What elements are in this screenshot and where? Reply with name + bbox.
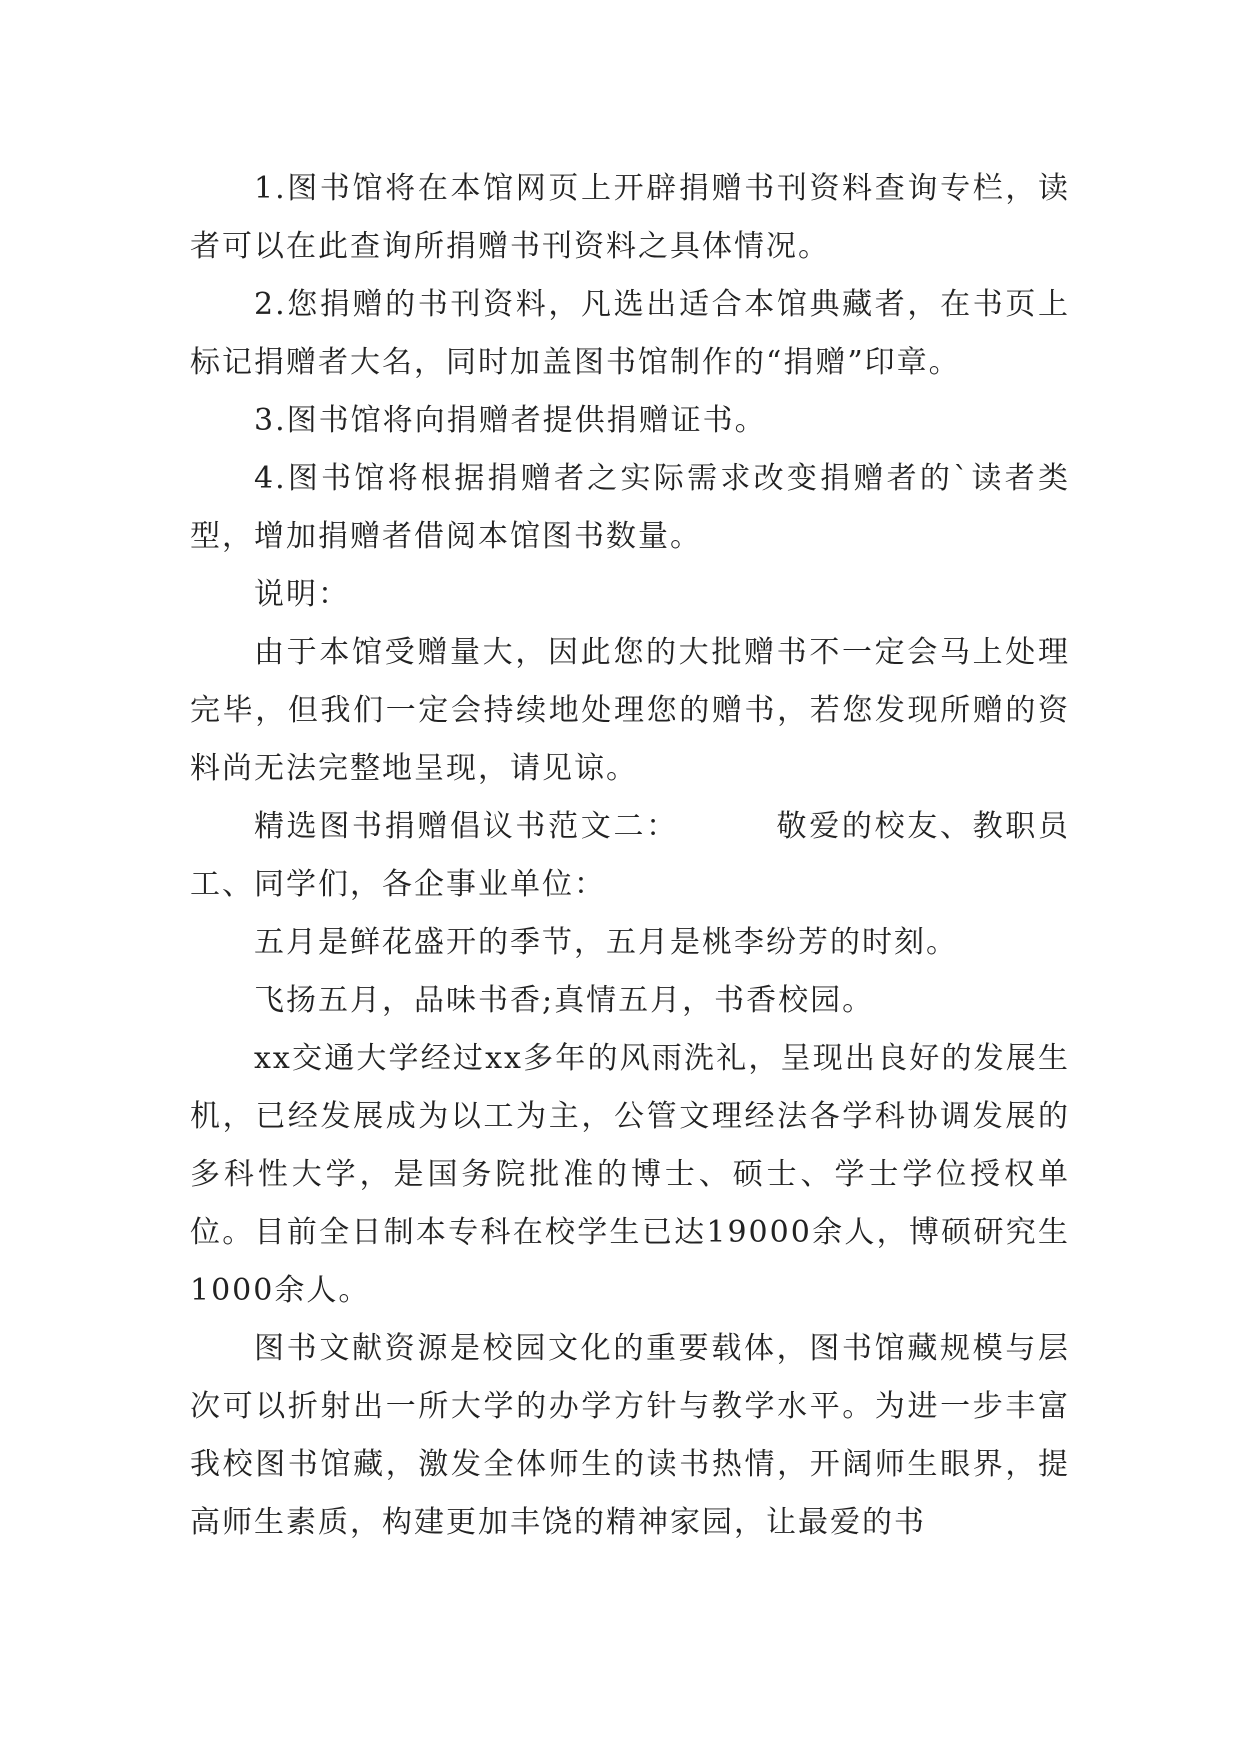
paragraph-note-heading: 说明： [254,577,350,612]
paragraph-library-resources: 图书文献资源是校园文化的重要载体，图书馆藏规模与层次可以折射出一所大学的办学方针与教学水平。为进一步丰富我校图书馆藏，激发全体师生的读书热情，开阔师生眼界，提高师生素质，构建更加丰饶的精神家园，让最爱的书 [190,1331,1070,1540]
paragraph-benefit-1: 1.图书馆将在本馆网页上开辟捐赠书刊资料查询专栏，读者可以在此查询所捐赠书刊资料之具体情况。 [190,171,1070,264]
document-body [190,160,1070,1552]
paragraph-benefit-4: 4.图书馆将根据捐赠者之实际需求改变捐赠者的`读者类型，增加捐赠者借阅本馆图书数量。 [190,461,1070,554]
paragraph-note-body: 由于本馆受赠量大，因此您的大批赠书不一定会马上处理完毕，但我们一定会持续地处理您的赠书，若您发现所赠的资料尚无法完整地呈现，请见谅。 [190,635,1070,786]
paragraph-university-intro: xx交通大学经过xx多年的风雨洗礼，呈现出良好的发展生机，已经发展成为以工为主，公管文理经法各学科协调发展的多科性大学，是国务院批准的博士、硕士、学士学位授权单位。目前全日制本专科在校学生已达19000余人，博硕研究生1000余人。 [190,1041,1070,1308]
paragraph-may-flowers: 五月是鲜花盛开的季节，五月是桃李纷芳的时刻。 [254,925,958,960]
paragraph-sample-two-salutation: 精选图书捐赠倡议书范文二： 敬爱的校友、教职员工、同学们，各企事业单位： [190,809,1070,902]
paragraph-benefit-2: 2.您捐赠的书刊资料，凡选出适合本馆典藏者，在书页上标记捐赠者大名，同时加盖图书馆制作的“捐赠”印章。 [190,287,1070,380]
paragraph-may-book-fragrance: 飞扬五月，品味书香;真情五月，书香校园。 [254,983,875,1018]
paragraph-benefit-3: 3.图书馆将向捐赠者提供捐赠证书。 [254,403,767,438]
